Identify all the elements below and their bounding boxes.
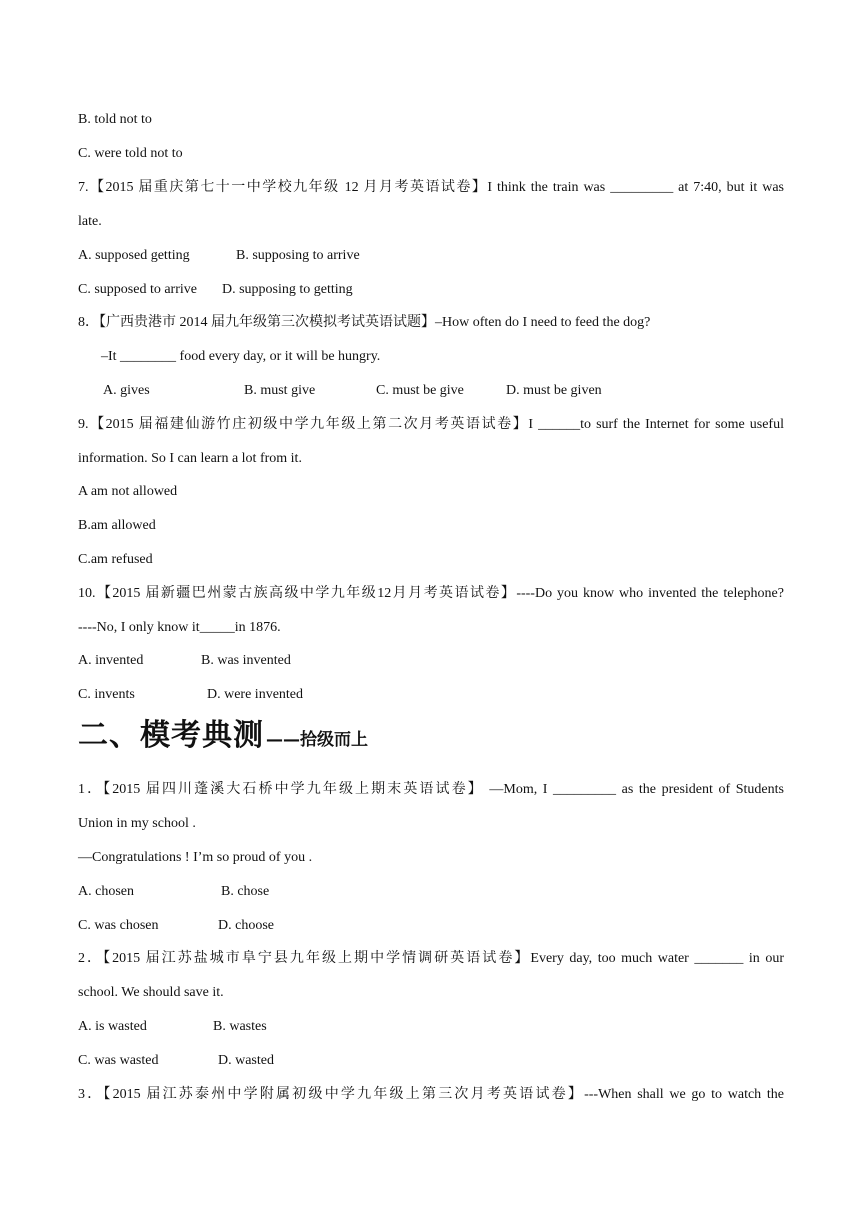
s2-q2-options-row2: [78, 1052, 784, 1070]
s2-q1-option-a: A. chosen: [78, 884, 134, 899]
q10-option-b: B. was invented: [201, 653, 291, 668]
q7-option-d: D. supposing to getting: [222, 282, 353, 297]
s2-q3-stem-line1: 3．【2015 届江苏泰州中学附属初级中学九年级上第三次月考英语试卷】---When shall we go to watch the: [78, 1087, 784, 1102]
q8-stem-line1: 8．【广西贵港市 2014 届九年级第三次模拟考试英语试题】–How often do I need to feed the dog?: [78, 315, 651, 330]
q7-stem-line2: late.: [78, 214, 102, 229]
q10-stem-line1: 10.【2015 届新疆巴州蒙古族高级中学九年级12月月考英语试卷】----Do you know who invented the telephone?: [78, 586, 784, 601]
q7-stem-line1: 7.【2015 届重庆第七十一中学校九年级 12 月月考英语试卷】I think the train was _________ at 7:40, but it was: [78, 180, 784, 195]
s2-q2-option-c: C. was wasted: [78, 1053, 159, 1068]
q8-stem-line2: –It ________ food every day, or it will be hungry.: [101, 349, 381, 364]
s2-q1-option-b: B. chose: [221, 884, 270, 899]
q8-option-c: C. must be give: [376, 383, 464, 398]
q10-option-d: D. were invented: [207, 687, 304, 702]
q7-option-b: B. supposing to arrive: [236, 248, 360, 263]
s2-q1-stem-line1: 1．【2015 届四川蓬溪大石桥中学九年级上期末英语试卷】 —Mom, I _________ as the president of Students: [78, 782, 784, 797]
q9-stem-line1: 9.【2015 届福建仙游竹庄初级中学九年级上第二次月考英语试卷】I ______to surf the Internet for some useful: [78, 417, 784, 432]
q7-option-c: C. supposed to arrive: [78, 282, 197, 297]
section-heading-title: 二、模考典测: [78, 718, 264, 753]
s2-q2-option-a: A. is wasted: [78, 1019, 147, 1034]
s2-q2-stem-line1: 2．【2015 届江苏盐城市阜宁县九年级上期中学情调研英语试卷】Every day, too much water _______ in our: [78, 951, 784, 966]
q7-option-a: A. supposed getting: [78, 248, 190, 263]
q10-option-a: A. invented: [78, 653, 144, 668]
q10-options-row1: [78, 652, 784, 670]
s2-q1-stem-line2: Union in my school .: [78, 816, 196, 831]
s2-q2-stem-line2: school. We should save it.: [78, 985, 224, 1000]
q10-options-row2: [78, 686, 784, 704]
q8-option-d: D. must be given: [506, 383, 602, 398]
section-heading-subtitle: ——拾级而上: [266, 730, 368, 750]
q6-option-b: B. told not to: [78, 112, 152, 127]
q9-option-c: C.am refused: [78, 552, 153, 567]
s2-q1-options-row1: [78, 883, 784, 901]
q6-option-c: C. were told not to: [78, 146, 183, 161]
s2-q1-stem-line3: —Congratulations ! I’m so proud of you .: [78, 850, 313, 865]
q9-option-a: A am not allowed: [78, 484, 178, 499]
s2-q2-option-b: B. wastes: [213, 1019, 267, 1034]
s2-q2-option-d: D. wasted: [218, 1053, 274, 1068]
section-heading: [78, 716, 368, 756]
q7-options-row2: [78, 281, 784, 299]
s2-q1-options-row2: [78, 917, 784, 935]
s2-q1-option-d: D. choose: [218, 918, 274, 933]
s2-q2-options-row1: [78, 1018, 784, 1036]
q10-stem-line2: ----No, I only know it_____in 1876.: [78, 620, 281, 635]
q8-option-a: A. gives: [103, 383, 150, 398]
q10-option-c: C. invents: [78, 687, 135, 702]
q7-options-row1: [78, 247, 784, 265]
q9-stem-line2: information. So I can learn a lot from it.: [78, 451, 302, 466]
q8-option-b: B. must give: [244, 383, 316, 398]
s2-q1-option-c: C. was chosen: [78, 918, 159, 933]
q8-options-row: [103, 382, 784, 400]
q9-option-b: B.am allowed: [78, 518, 156, 533]
